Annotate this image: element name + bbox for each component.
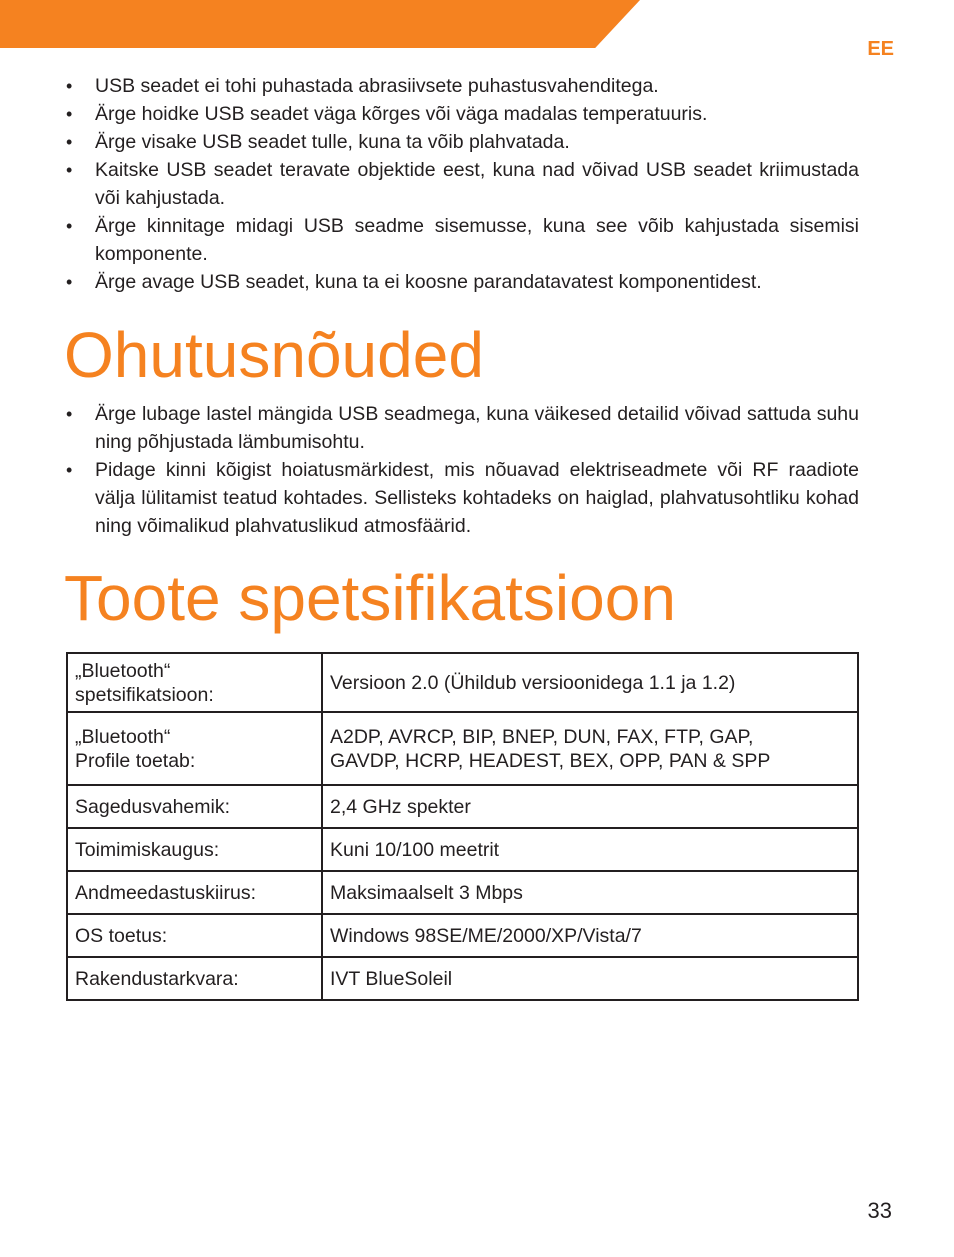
spec-key: Rakendustarkvara: <box>67 957 322 1000</box>
spec-value: Maksimaalselt 3 Mbps <box>322 871 858 914</box>
table-row <box>67 871 858 914</box>
spec-table <box>66 652 859 1001</box>
spec-heading: Toote spetsifikatsioon <box>64 562 676 634</box>
list-item: • Ärge lubage lastel mängida USB seadmega, kuna väikesed detailid võivad sattuda suhu ning põhjustada lämbumisohtu. <box>66 400 859 456</box>
list-item: • Kaitske USB seadet teravate objektide eest, kuna nad võivad USB seadet kriimustada või kahjustada. <box>66 156 859 212</box>
spec-key: OS toetus: <box>67 914 322 957</box>
list-item: • Ärge kinnitage midagi USB seadme sisemusse, kuna see võib kahjustada sisemisi komponente. <box>66 212 859 268</box>
list-item: • Ärge visake USB seadet tulle, kuna ta võib plahvatada. <box>66 128 859 156</box>
table-row <box>67 914 858 957</box>
spec-value: Kuni 10/100 meetrit <box>322 828 858 871</box>
language-code: EE <box>867 38 894 60</box>
usb-care-list <box>66 72 859 296</box>
spec-key: Sagedusvahemik: <box>67 785 322 828</box>
spec-key: „Bluetooth“ Profile toetab: <box>67 712 322 785</box>
spec-value: A2DP, AVRCP, BIP, BNEP, DUN, FAX, FTP, GAP, GAVDP, HCRP, HEADEST, BEX, OPP, PAN & SPP <box>322 712 858 785</box>
spec-value: 2,4 GHz spekter <box>322 785 858 828</box>
table-row <box>67 828 858 871</box>
header-band <box>0 0 640 48</box>
list-item: • Pidage kinni kõigist hoiatusmärkidest, mis nõuavad elektriseadmete või RF raadiote välja lülitamist teatud kohtades. Sellisteks kohtadeks on haiglad, plahvatusohtliku kohad ning võimalikud plahvatuslikud atmosfäärid. <box>66 456 859 540</box>
table-row <box>67 712 858 785</box>
spec-value: Versioon 2.0 (Ühildub versioonidega 1.1 ja 1.2) <box>322 653 858 712</box>
list-item: • Ärge hoidke USB seadet väga kõrges või väga madalas temperatuuris. <box>66 100 859 128</box>
spec-value: IVT BlueSoleil <box>322 957 858 1000</box>
list-item: • USB seadet ei tohi puhastada abrasiivsete puhastusvahenditega. <box>66 72 859 100</box>
table-row <box>67 653 858 712</box>
spec-value: Windows 98SE/ME/2000/XP/Vista/7 <box>322 914 858 957</box>
spec-key: „Bluetooth“ spetsifikatsioon: <box>67 653 322 712</box>
spec-key: Toimimiskaugus: <box>67 828 322 871</box>
table-row <box>67 785 858 828</box>
safety-list <box>66 400 859 540</box>
table-row <box>67 957 858 1000</box>
list-item: • Ärge avage USB seadet, kuna ta ei koosne parandatavatest komponentidest. <box>66 268 859 296</box>
page-number: 33 <box>867 1198 892 1223</box>
safety-heading: Ohutusnõuded <box>64 319 484 391</box>
spec-key: Andmeedastuskiirus: <box>67 871 322 914</box>
